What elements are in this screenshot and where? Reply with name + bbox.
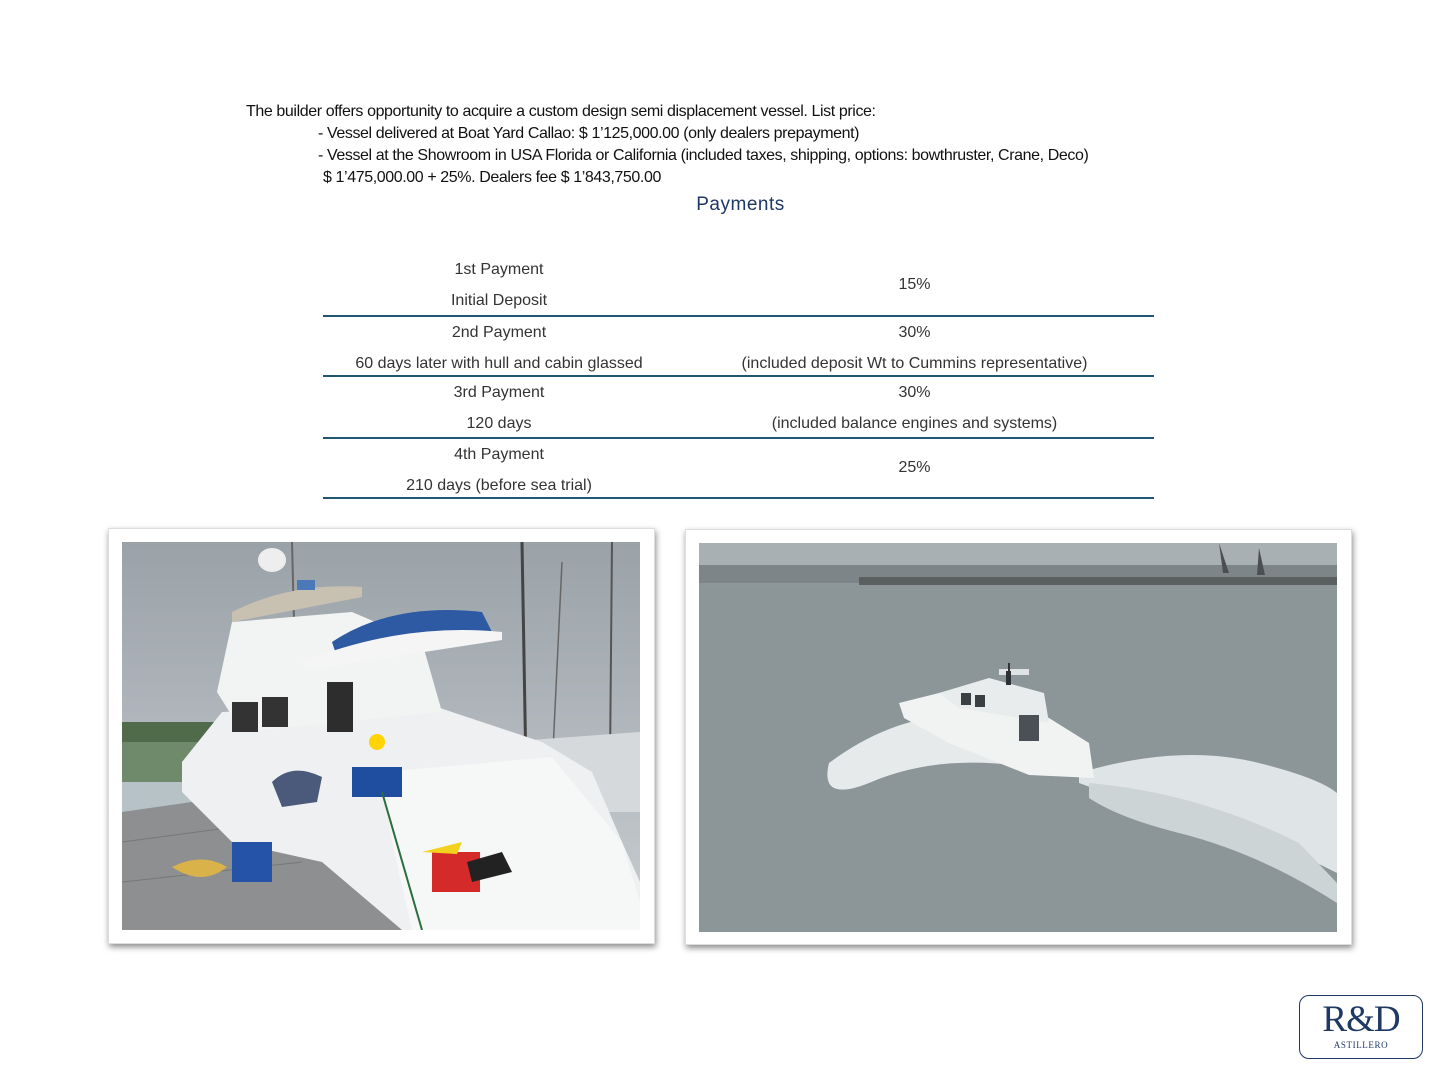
payment-percent: 25% — [898, 459, 931, 476]
logo-mark: R&D — [1322, 999, 1400, 1040]
payment-name: 4th Payment — [454, 446, 544, 463]
payment-detail: Initial Deposit — [450, 292, 548, 309]
docked-yacht-image — [122, 542, 640, 930]
price-line-callao: - Vessel delivered at Boat Yard Callao: $ 1’125,000.00 (only dealers prepayment) — [318, 125, 860, 142]
payment-name: 3rd Payment — [453, 384, 545, 401]
payment-detail: 120 days — [466, 415, 532, 432]
payment-row-2 — [323, 317, 1154, 377]
payment-detail: 60 days later with hull and cabin glassed — [355, 355, 643, 372]
payment-row-4 — [323, 439, 1154, 499]
photo-docked-yacht — [108, 528, 655, 944]
intro-line: The builder offers opportunity to acquire a custom design semi displacement vessel. List price: — [246, 103, 876, 120]
payment-note: (included deposit Wt to Cummins representative) — [741, 355, 1088, 372]
price-line-dealers: $ 1’475,000.00 + 25%. Dealers fee $ 1’843,750.00 — [323, 169, 661, 186]
payment-percent: 15% — [898, 275, 931, 293]
boat-underway-image — [699, 543, 1337, 932]
intro-text — [246, 101, 1088, 189]
price-line-showroom: - Vessel at the Showroom in USA Florida or California (included taxes, shipping, options: bowthruster, Crane, Deco) — [318, 147, 1089, 164]
company-logo — [1299, 995, 1423, 1059]
payment-note: (included balance engines and systems) — [771, 415, 1058, 432]
payment-row-3 — [323, 377, 1154, 439]
payment-percent: 30% — [898, 324, 931, 341]
payments-table — [323, 254, 1154, 499]
payment-detail: 210 days (before sea trial) — [406, 477, 592, 494]
payment-percent: 30% — [898, 384, 931, 401]
photo-boat-underway — [685, 529, 1352, 945]
payment-row-1 — [323, 254, 1154, 317]
payment-name: 1st Payment — [454, 261, 544, 278]
payments-title: Payments — [696, 194, 785, 215]
logo-subtitle: ASTILLERO — [1333, 1040, 1389, 1050]
payment-name: 2nd Payment — [451, 324, 547, 341]
